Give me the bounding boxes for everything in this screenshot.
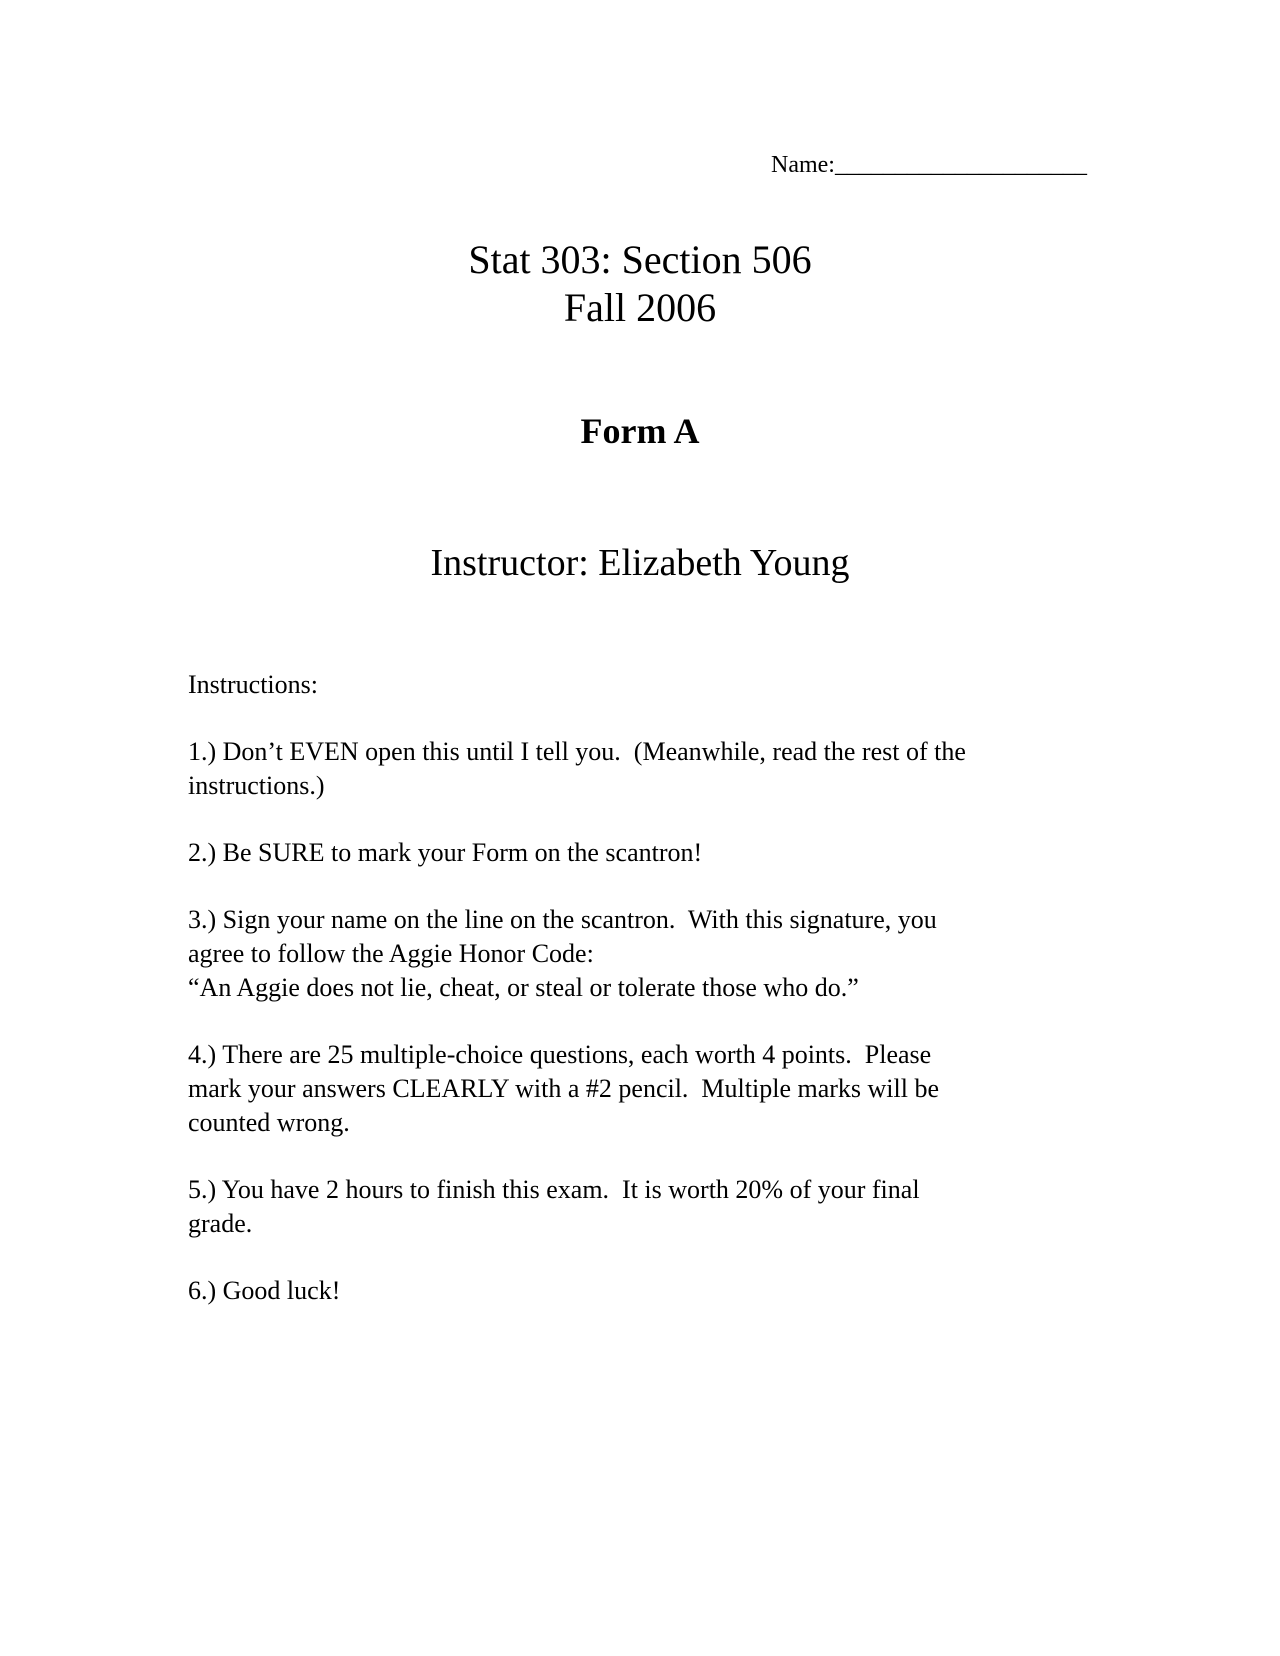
instruction-line: 6.) Good luck! [188, 1276, 341, 1305]
instruction-item-2 [188, 836, 1088, 870]
instruction-line: 2.) Be SURE to mark your Form on the scantron! [188, 838, 703, 867]
instruction-line: instructions.) [188, 771, 325, 800]
instructor-label: Instructor: Elizabeth Young [430, 542, 850, 584]
instruction-line: agree to follow the Aggie Honor Code: [188, 939, 594, 968]
instruction-item-6 [188, 1274, 1088, 1308]
instruction-line: 5.) You have 2 hours to finish this exam. It is worth 20% of your final [188, 1175, 920, 1204]
course-title: Stat 303: Section 506 [468, 237, 812, 282]
instructions-section [188, 668, 1088, 1341]
name-field: Name:_____________________ [771, 152, 1087, 178]
term-label: Fall 2006 [563, 285, 717, 330]
instruction-item-1 [188, 735, 1088, 803]
instruction-line: counted wrong. [188, 1108, 350, 1137]
form-label: Form A [580, 411, 700, 451]
instruction-line: 1.) Don’t EVEN open this until I tell you. (Meanwhile, read the rest of the [188, 737, 966, 766]
instruction-item-4 [188, 1038, 1088, 1140]
instruction-item-3 [188, 903, 1088, 1005]
instruction-line: grade. [188, 1209, 253, 1238]
instructions-heading: Instructions: [188, 670, 318, 699]
instruction-item-5 [188, 1173, 1088, 1241]
honor-code-quote: “An Aggie does not lie, cheat, or steal or tolerate those who do.” [188, 973, 859, 1002]
instruction-line: 4.) There are 25 multiple-choice questions, each worth 4 points. Please [188, 1040, 932, 1069]
instruction-line: mark your answers CLEARLY with a #2 pencil. Multiple marks will be [188, 1074, 940, 1103]
instruction-line: 3.) Sign your name on the line on the scantron. With this signature, you [188, 905, 937, 934]
